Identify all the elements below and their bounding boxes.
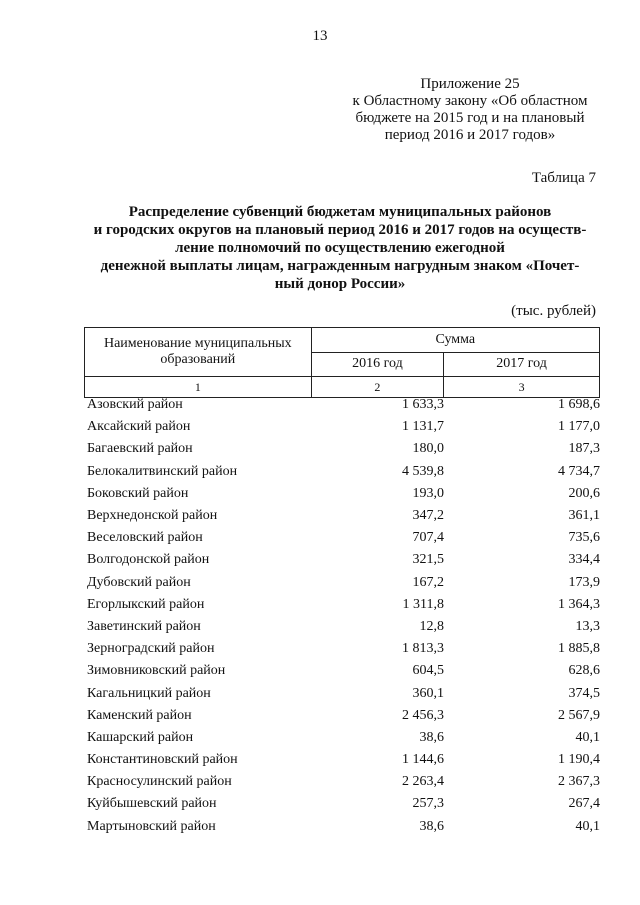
table-row [84,705,600,727]
table-row [84,793,600,815]
table-label: Таблица 7 [531,170,596,186]
value-2017: 1 364,3 [558,596,600,612]
district-name: Верхнедонской район [87,508,218,524]
district-name: Аксайский район [87,419,191,435]
value-2017: 1 177,0 [558,419,600,435]
table-row [84,594,600,616]
header-year-2016: 2016 год [311,352,444,377]
table-row [84,749,600,771]
table-row [84,682,600,704]
table-row [84,638,600,660]
value-2017: 13,3 [575,618,600,634]
value-2016: 38,6 [419,818,444,834]
district-name: Кагальницкий район [87,685,211,701]
district-name: Кашарский район [87,729,194,745]
table-header [84,327,600,398]
district-name: Белокалитвинский район [87,463,238,479]
value-2016: 193,0 [412,485,444,501]
title-line: денежной выплаты лицам, награжденным нагрудным знаком «Почет- [100,258,580,274]
district-name: Куйбышевский район [87,796,217,812]
district-name: Егорлыкский район [87,596,205,612]
value-2016: 38,6 [419,729,444,745]
table-row [84,438,600,460]
header-col-number: 3 [444,377,600,398]
title-line: Распределение субвенций бюджетам муниципальных районов [128,204,552,220]
value-2017: 200,6 [568,485,600,501]
value-2016: 1 311,8 [402,596,444,612]
value-2016: 1 813,3 [402,641,444,657]
district-name: Зерноградский район [87,641,215,657]
units-label: (тыс. рублей) [511,303,596,319]
value-2017: 2 367,3 [558,774,600,790]
table-row [84,616,600,638]
appendix-line: Приложение 25 [420,76,520,92]
district-name: Каменский район [87,707,192,723]
value-2016: 347,2 [412,508,444,524]
table-row [84,394,600,416]
value-2016: 1 144,6 [402,752,444,768]
value-2017: 735,6 [568,530,600,546]
value-2016: 257,3 [412,796,444,812]
value-2016: 2 456,3 [402,707,444,723]
appendix-line: к Областному закону «Об областном [352,93,588,109]
appendix-line: бюджете на 2015 год и на плановый [355,110,585,126]
value-2016: 604,5 [412,663,444,679]
table-row [84,727,600,749]
table-row [84,416,600,438]
table-row [84,483,600,505]
value-2016: 12,8 [419,618,444,634]
district-name: Боковский район [87,485,189,501]
table-body [84,394,600,838]
value-2017: 628,6 [568,663,600,679]
table-row [84,527,600,549]
value-2017: 267,4 [568,796,600,812]
district-name: Дубовский район [87,574,191,590]
table-row [84,549,600,571]
value-2016: 4 539,8 [402,463,444,479]
district-name: Волгодонской район [87,552,210,568]
district-name: Веселовский район [87,530,203,546]
header-sum: Сумма [311,328,599,353]
value-2017: 40,1 [575,729,600,745]
district-name: Мартыновский район [87,818,216,834]
table-row [84,660,600,682]
table-row [84,816,600,838]
value-2016: 1 131,7 [402,419,444,435]
district-name: Константиновский район [87,752,238,768]
value-2016: 707,4 [412,530,444,546]
district-name: Зимовниковский район [87,663,226,679]
value-2017: 4 734,7 [558,463,600,479]
table-row [84,505,600,527]
value-2016: 360,1 [412,685,444,701]
document-title [80,203,600,293]
header-year-2017: 2017 год [444,352,600,377]
table-row [84,771,600,793]
value-2016: 321,5 [412,552,444,568]
title-line: ление полномочий по осуществлению ежегодной [175,240,505,256]
district-name: Азовский район [87,397,183,413]
header-name: Наименование муниципальных образований [85,328,312,377]
value-2017: 1 885,8 [558,641,600,657]
value-2016: 1 633,3 [402,397,444,413]
header-col-number: 1 [85,377,312,398]
table-row [84,572,600,594]
title-line: и городских округов на плановый период 2016 и 2017 годов на осуществ- [93,222,587,238]
value-2016: 180,0 [412,441,444,457]
value-2017: 187,3 [568,441,600,457]
page-number: 13 [312,28,328,44]
district-name: Багаевский район [87,441,193,457]
appendix-line: период 2016 и 2017 годов» [384,127,556,143]
value-2017: 40,1 [575,818,600,834]
value-2017: 1 190,4 [558,752,600,768]
value-2016: 167,2 [412,574,444,590]
title-line: ный донор России» [274,276,406,292]
value-2016: 2 263,4 [402,774,444,790]
appendix-reference [330,76,610,144]
value-2017: 361,1 [568,508,600,524]
value-2017: 2 567,9 [558,707,600,723]
table-row [84,461,600,483]
header-col-number: 2 [311,377,444,398]
value-2017: 173,9 [568,574,600,590]
value-2017: 374,5 [568,685,600,701]
district-name: Заветинский район [87,618,201,634]
value-2017: 1 698,6 [558,397,600,413]
value-2017: 334,4 [568,552,600,568]
district-name: Красносулинский район [87,774,232,790]
